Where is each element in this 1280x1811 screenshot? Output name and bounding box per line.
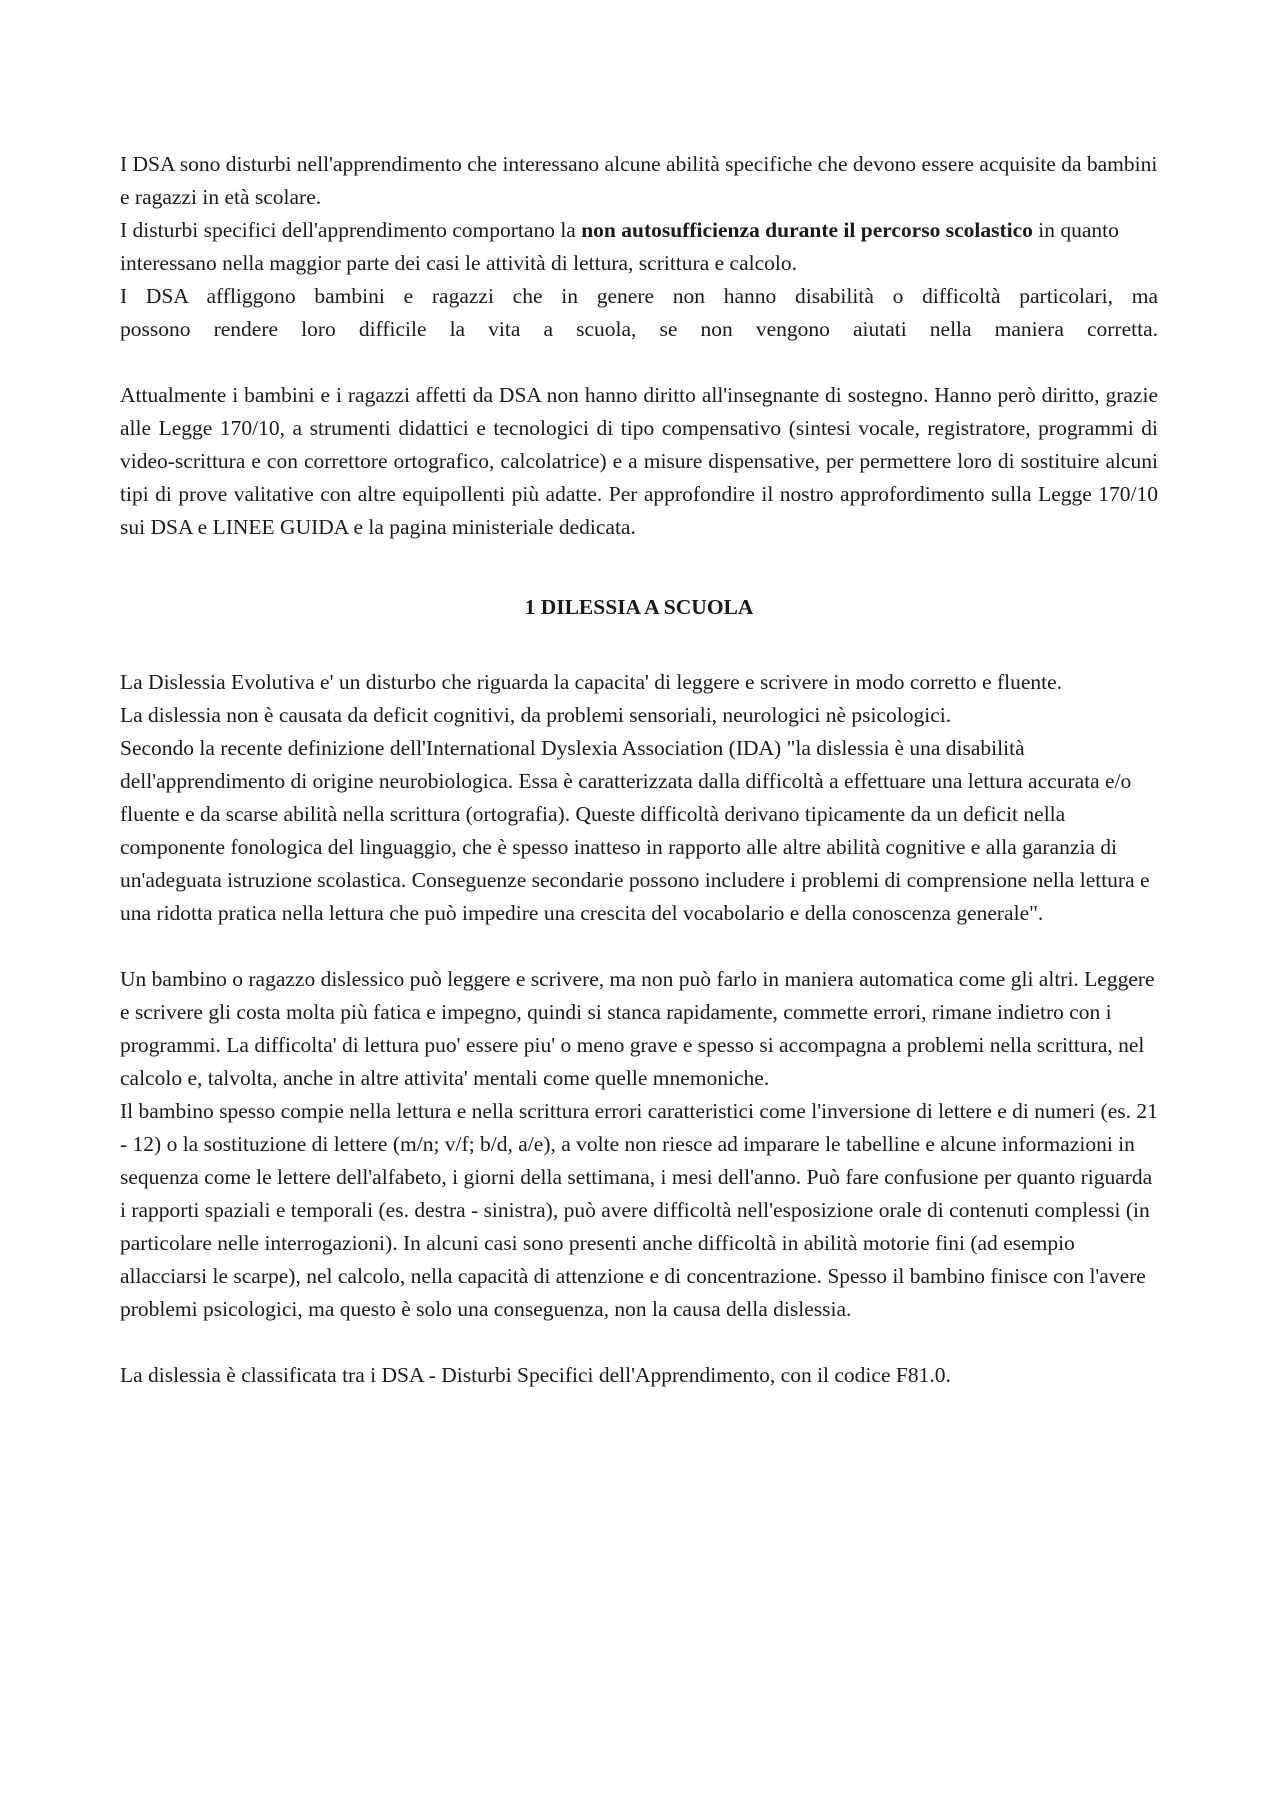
rights-paragraph: Attualmente i bambini e i ragazzi affetti da DSA non hanno diritto all'insegnante di sostegno. Hanno però diritto, grazie alle Legge 170/10, a strumenti didattici e tecnologici di tipo compensativo (sintesi vocale, registratore, programmi di video-scrittura e con correttore ortografico, calcolatrice) e a misure dispensative, per permettere loro di sostituire alcuni tipi di prove valitative con altre equipollenti più adatte. Per approfondire il nostro approfordimento sulla Legge 170/10 sui DSA e LINEE GUIDA e la pagina ministeriale dedicata. xyxy=(120,383,1158,539)
intro-bold-phrase: non autosufficienza durante il percorso scolastico xyxy=(581,218,1033,242)
paragraph-spacer xyxy=(120,544,1158,577)
intro-paragraph-1: I DSA sono disturbi nell'apprendimento che interessano alcune abilità specifiche che devono essere acquisite da bambini e ragazzi in età scolare. xyxy=(120,152,1158,209)
typical-errors-paragraph: Il bambino spesso compie nella lettura e nella scrittura errori caratteristici come l'inversione di lettere e di numeri (es. 21 - 12) o la sostituzione di lettere (m/n; v/f; b/d, a/e), a volte non riesce ad imparare le tabelline e alcune informazioni in sequenza come le lettere dell'alfabeto, i giorni della settimana, i mesi dell'anno. Può fare confusione per quanto riguarda i rapporti spaziali e temporali (es. destra - sinistra), può avere difficoltà nell'esposizione orale di contenuti complessi (in particolare nelle interrogazioni). In alcuni casi sono presenti anche difficoltà in abilità motorie fini (ad esempio allacciarsi le scarpe), nel calcolo, nella capacità di attenzione e di concentrazione. Spesso il bambino finisce con l'avere problemi psicologici, ma questo è solo una conseguenza, non la causa della dislessia. xyxy=(120,1099,1158,1321)
intro-paragraph-3-line-1: I DSA affliggono bambini e ragazzi che in genere non hanno disabilità o difficoltà particolari, ma xyxy=(120,284,1158,308)
paragraph-spacer xyxy=(120,930,1158,963)
classification-paragraph: La dislessia è classificata tra i DSA - Disturbi Specifici dell'Apprendimento, con il codice F81.0. xyxy=(120,1363,951,1387)
intro-paragraph-2-end: in quanto interessano nella maggior parte dei casi le attività di lettura, scrittura e calcolo. xyxy=(120,218,1119,275)
intro-paragraph-3-line-2: possono rendere loro difficile la vita a scuola, se non vengono aiutati nella maniera corretta. xyxy=(120,317,1158,341)
dyslexia-definition: La Dislessia Evolutiva e' un disturbo che riguarda la capacita' di leggere e scrivere in modo corretto e fluente. xyxy=(120,670,1063,694)
dyslexia-causes: La dislessia non è causata da deficit cognitivi, da problemi sensoriali, neurologici nè psicologici. xyxy=(120,703,952,727)
section-heading: 1 DILESSIA A SCUOLA xyxy=(524,595,754,619)
intro-paragraph-2-start: I disturbi specifici dell'apprendimento comportano la xyxy=(120,218,582,242)
ida-definition: Secondo la recente definizione dell'International Dyslexia Association (IDA) "la dislessia è una disabilità dell'apprendimento di origine neurobiologica. Essa è caratterizzata dalla difficoltà a effettuare una lettura accurata e/o fluente e da scarse abilità nella scrittura (ortografia). Queste difficoltà derivano tipicamente da un deficit nella componente fonologica del linguaggio, che è spesso inatteso in rapporto alle altre abilità cognitive e alla garanzia di un'adeguata istruzione scolastica. Conseguenze secondarie possono includere i problemi di comprensione nella lettura e una ridotta pratica nella lettura che può impedire una crescita del vocabolario e della conoscenza generale". xyxy=(120,736,1150,925)
document-page xyxy=(120,148,1158,1392)
paragraph-spacer xyxy=(120,1326,1158,1359)
intro-paragraph-2 xyxy=(120,214,1158,280)
dyslexic-child-paragraph: Un bambino o ragazzo dislessico può leggere e scrivere, ma non può farlo in maniera automatica come gli altri. Leggere e scrivere gli costa molta più fatica e impegno, quindi si stanca rapidamente, commette errori, rimane indietro con i programmi. La difficolta' di lettura puo' essere piu' o meno grave e spesso si accompagna a problemi nella scrittura, nel calcolo e, talvolta, anche in altre attivita' mentali come quelle mnemoniche. xyxy=(120,967,1155,1090)
paragraph-spacer xyxy=(120,346,1158,379)
